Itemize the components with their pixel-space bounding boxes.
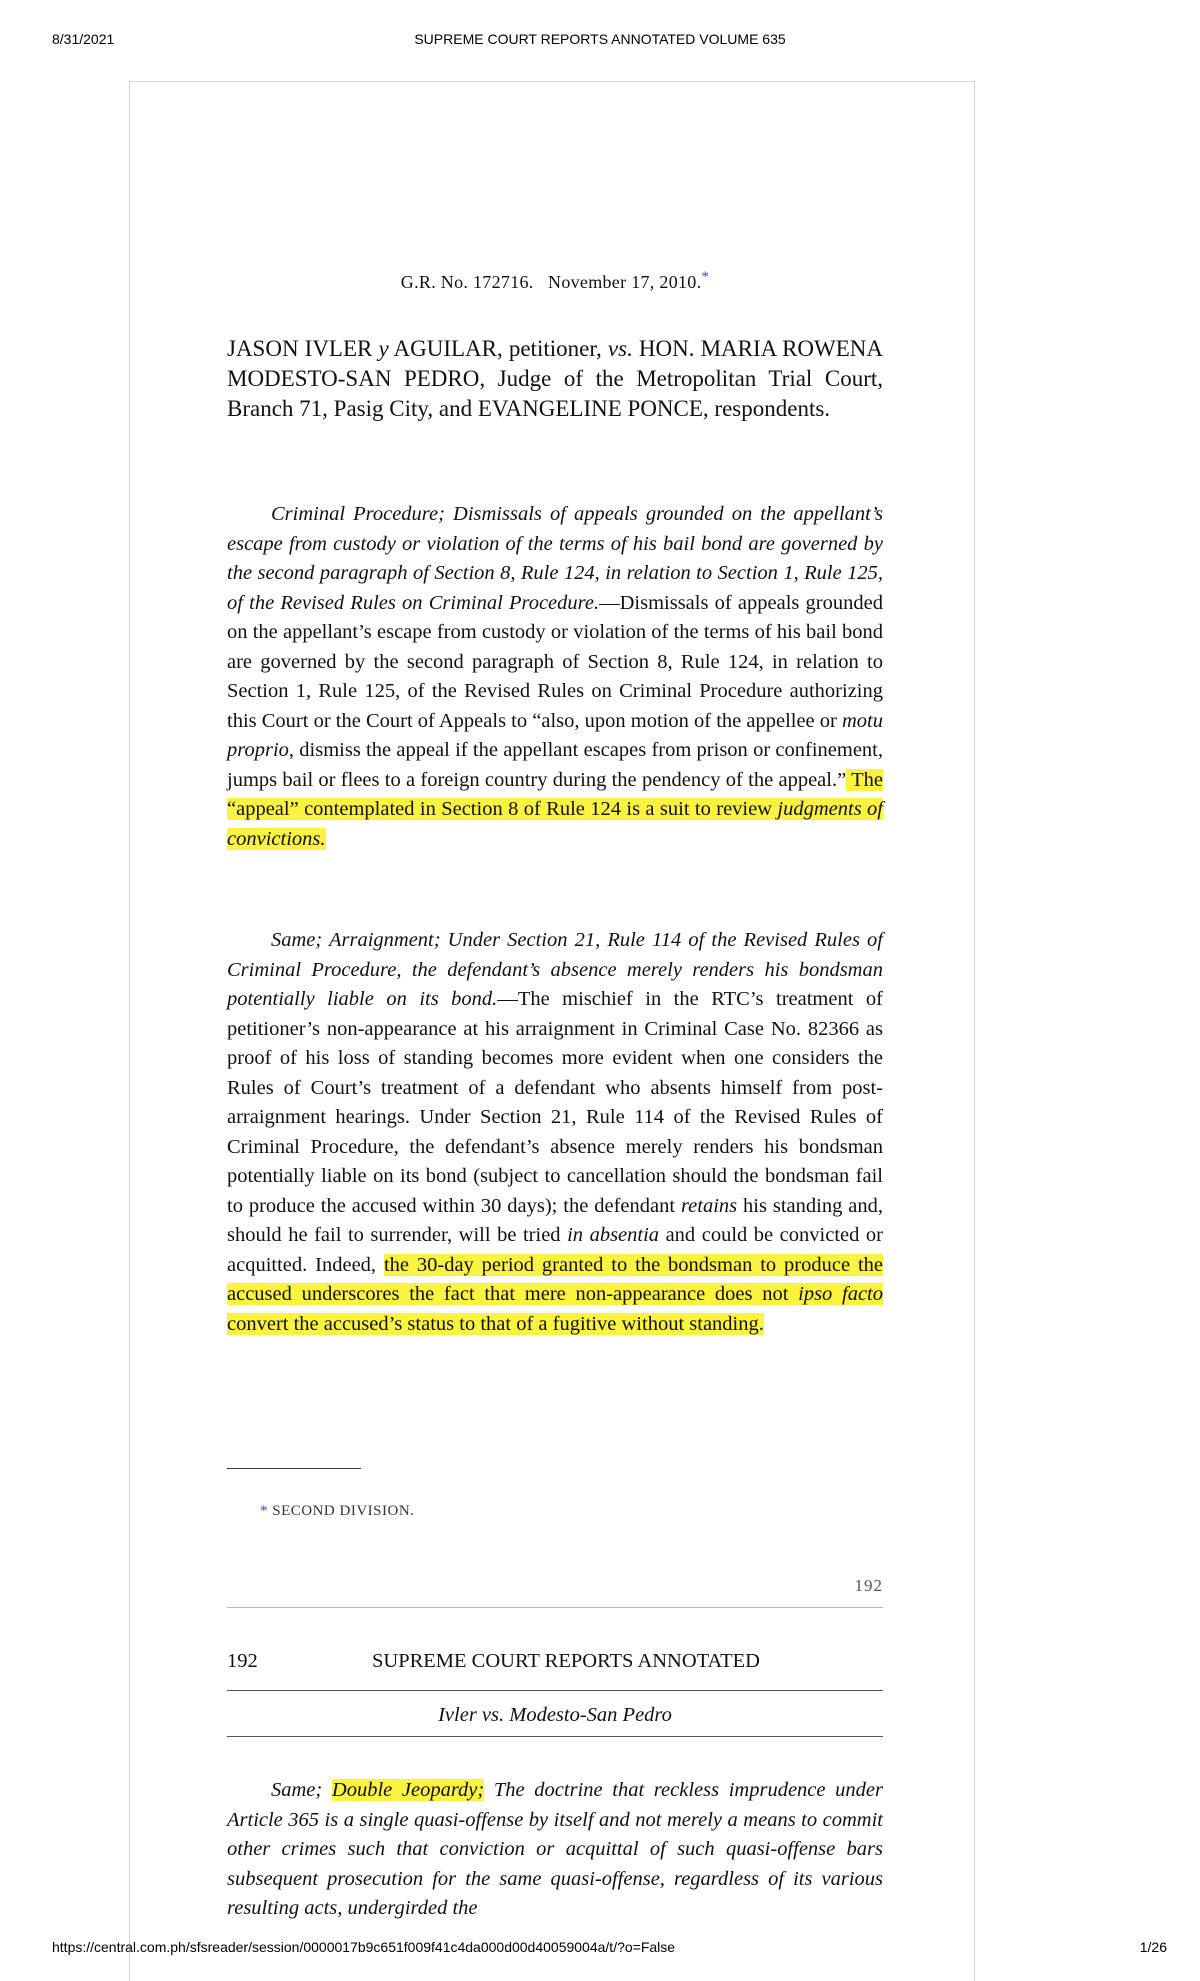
highlight: The “appeal” contemplated in Section 8 of Rule 124 is a suit to review judgments of convictions. bbox=[227, 768, 884, 850]
footnote: * SECOND DIVISION. bbox=[260, 1503, 415, 1519]
running-head-rule bbox=[227, 1690, 883, 1691]
running-head-rule bbox=[227, 1736, 883, 1737]
syllabus-paragraph: Same; Arraignment; Under Section 21, Rule 114 of the Revised Rules of Criminal Procedure, the defendant’s absence merely renders his bondsman potentially liable on its bond.—The mischief in the RTC’s treatment of petitioner’s non-appearance at his arraignment in Criminal Case No. 82366 as proof of his loss of standing becomes more evident when one considers the Rules of Court’s treatment of a defendant who absents himself from post-arraignment hearings. Under Section 21, Rule 114 of the Revised Rules of Criminal Procedure, the defendant’s absence merely renders his bondsman potentially liable on its bond (subject to cancellation should the bondsman fail to produce the accused within 30 days); the defendant retains his standing and, should he fail to surrender, will be tried in absentia and could be convicted or acquitted. Indeed, the 30-day period granted to the bondsman to produce the accused underscores the fact that mere non-appearance does not ipso facto convert the accused’s status to that of a fugitive without standing. bbox=[227, 929, 883, 1335]
highlight: the 30-day period granted to the bondsman to produce the accused underscores the fact that mere non-appearance does not ipso facto convert the accused’s status to that of a fugitive without standing. bbox=[227, 1253, 883, 1335]
case-parties: JASON IVLER y AGUILAR, petitioner, vs. HON. MARIA ROWENA MODESTO-SAN PEDRO, Judge of the Metropolitan Trial Court, Branch 71, Pasig City, and EVANGELINE PONCE, respondents. bbox=[227, 336, 884, 421]
running-title: SUPREME COURT REPORTS ANNOTATED bbox=[372, 1650, 760, 1672]
gr-number: G.R. No. 172716. bbox=[400, 272, 534, 292]
footnote-divider bbox=[227, 1468, 361, 1469]
case-short-title: Ivler vs. Modesto-San Pedro bbox=[438, 1704, 672, 1726]
case-citation bbox=[227, 269, 883, 293]
print-page-count: 1/26 bbox=[1139, 1939, 1167, 1955]
page-number: 192 bbox=[854, 1576, 883, 1595]
footnote-link[interactable]: * bbox=[701, 269, 710, 285]
decision-date: November 17, 2010. bbox=[548, 272, 702, 292]
page-break-divider bbox=[227, 1607, 883, 1608]
print-date: 8/31/2021 bbox=[52, 31, 115, 47]
syllabus-paragraph: Criminal Procedure; Dismissals of appeals grounded on the appellant’s escape from custody or violation of the terms of his bail bond are governed by the second paragraph of Section 8, Rule 124, in relation to Section 1, Rule 125, of the Revised Rules on Criminal Procedure.—Dismissals of appeals grounded on the appellant’s escape from custody or violation of the terms of his bail bond are governed by the second paragraph of Section 8, Rule 124, in relation to Section 1, Rule 125, of the Revised Rules on Criminal Procedure authorizing this Court or the Court of Appeals to “also, upon motion of the appellee or motu proprio, dismiss the appeal if the appellant escapes from prison or confinement, jumps bail or flees to a foreign country during the pendency of the appeal.” The “appeal” contemplated in Section 8 of Rule 124 is a suit to review judgments of convictions. bbox=[227, 503, 884, 850]
print-header-title: SUPREME COURT REPORTS ANNOTATED VOLUME 635 bbox=[414, 31, 786, 47]
running-page-number: 192 bbox=[227, 1650, 258, 1672]
highlight: Double Jeopardy; bbox=[331, 1779, 485, 1801]
print-footer-url: https://central.com.ph/sfsreader/session/0000017b9c651f009f41c4da000d00d40059004a/t/?o=False bbox=[52, 1939, 676, 1955]
syllabus-paragraph: Same; Double Jeopardy; The doctrine that reckless imprudence under Article 365 is a single quasi-offense by itself and not merely a means to commit other crimes such that conviction or acquittal of such quasi-offense bars subsequent prosecution for the same quasi-offense, regardless of its various resulting acts, undergirded the bbox=[227, 1779, 883, 1919]
